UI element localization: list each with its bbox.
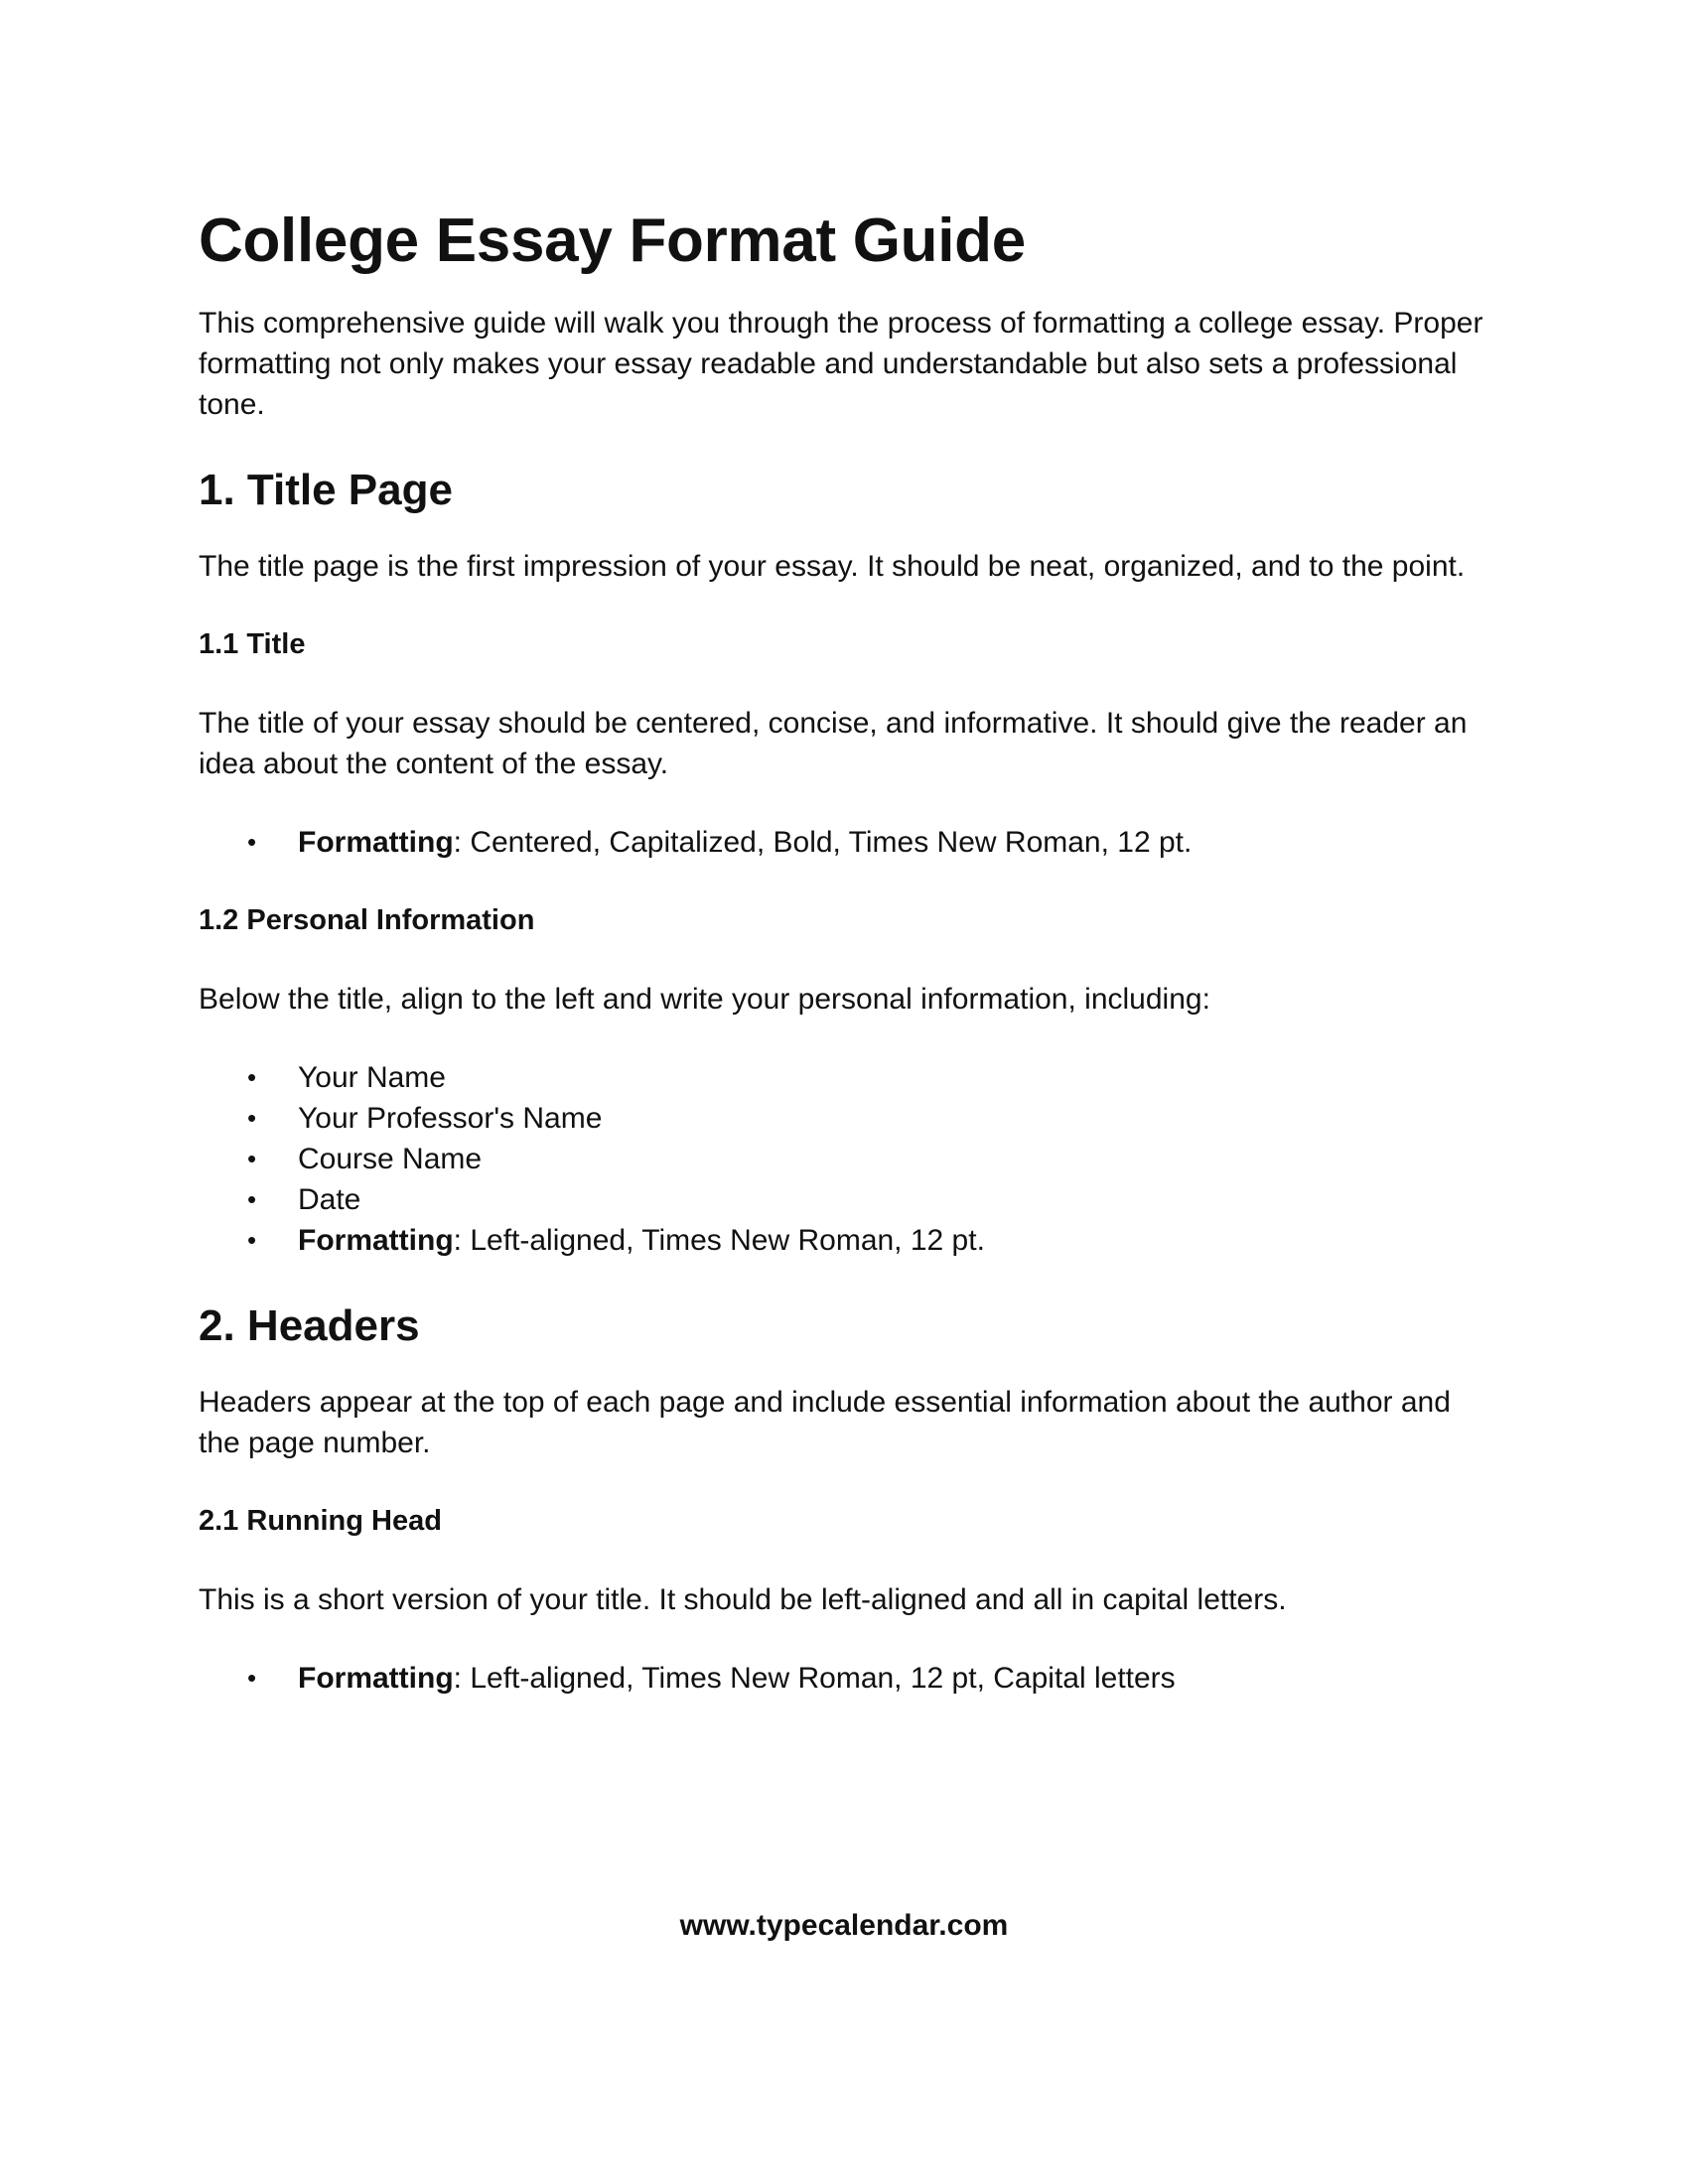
subsection-paragraph-running-head: This is a short version of your title. It should be left-aligned and all in capital letters.: [199, 1583, 1287, 1616]
bullet-icon: •: [247, 1225, 257, 1255]
bullet-list-title: [199, 822, 1499, 863]
intro-paragraph: This comprehensive guide will walk you through the process of formatting a college essay. Proper formatting not only makes your essay readable and understandable but also sets a professional tone.: [199, 307, 1483, 421]
bullet-bold-label: Formatting: [298, 1662, 454, 1695]
list-item: [199, 1057, 1499, 1098]
bullet-icon: •: [247, 1184, 257, 1214]
document-title: College Essay Format Guide: [199, 206, 1026, 275]
bullet-list-running-head: [199, 1658, 1499, 1699]
bullet-icon: •: [247, 1663, 257, 1693]
bullet-bold-label: Formatting: [298, 826, 454, 859]
document-content: [199, 204, 1499, 1699]
list-item: [199, 1098, 1499, 1139]
list-item: [199, 1179, 1499, 1220]
section-paragraph-headers: Headers appear at the top of each page and include essential information about the author and the page number.: [199, 1386, 1451, 1459]
bullet-text: Date: [298, 1183, 361, 1216]
list-item: [199, 1139, 1499, 1179]
subsection-heading-title: 1.1 Title: [199, 628, 306, 660]
bullet-text: Your Name: [298, 1061, 446, 1094]
bullet-icon: •: [247, 1062, 257, 1092]
bullet-text: : Left-aligned, Times New Roman, 12 pt.: [453, 1224, 985, 1257]
section-heading-headers: 2. Headers: [199, 1301, 420, 1350]
bullet-bold-label: Formatting: [298, 1224, 454, 1257]
bullet-icon: •: [247, 1144, 257, 1173]
list-item: [199, 1658, 1499, 1699]
bullet-icon: •: [247, 827, 257, 857]
bullet-text: Your Professor's Name: [298, 1102, 603, 1135]
bullet-text: Course Name: [298, 1143, 483, 1175]
list-item: [199, 1220, 1499, 1261]
bullet-text: : Centered, Capitalized, Bold, Times New Roman, 12 pt.: [453, 826, 1193, 859]
section-heading-title-page: 1. Title Page: [199, 466, 453, 514]
section-paragraph-title-page: The title page is the first impression of your essay. It should be neat, organized, and to the point.: [199, 550, 1466, 583]
bullet-text: : Left-aligned, Times New Roman, 12 pt, Capital letters: [453, 1662, 1176, 1695]
bullet-icon: •: [247, 1103, 257, 1133]
bullet-list-personal-information: [199, 1057, 1499, 1261]
subsection-paragraph-title: The title of your essay should be centered, concise, and informative. It should give the reader an idea about the content of the essay.: [199, 707, 1468, 780]
list-item: [199, 822, 1499, 863]
footer-website: www.typecalendar.com: [679, 1909, 1009, 1942]
subsection-paragraph-personal-information: Below the title, align to the left and write your personal information, including:: [199, 983, 1210, 1016]
subsection-heading-personal-information: 1.2 Personal Information: [199, 904, 535, 936]
subsection-heading-running-head: 2.1 Running Head: [199, 1505, 442, 1537]
